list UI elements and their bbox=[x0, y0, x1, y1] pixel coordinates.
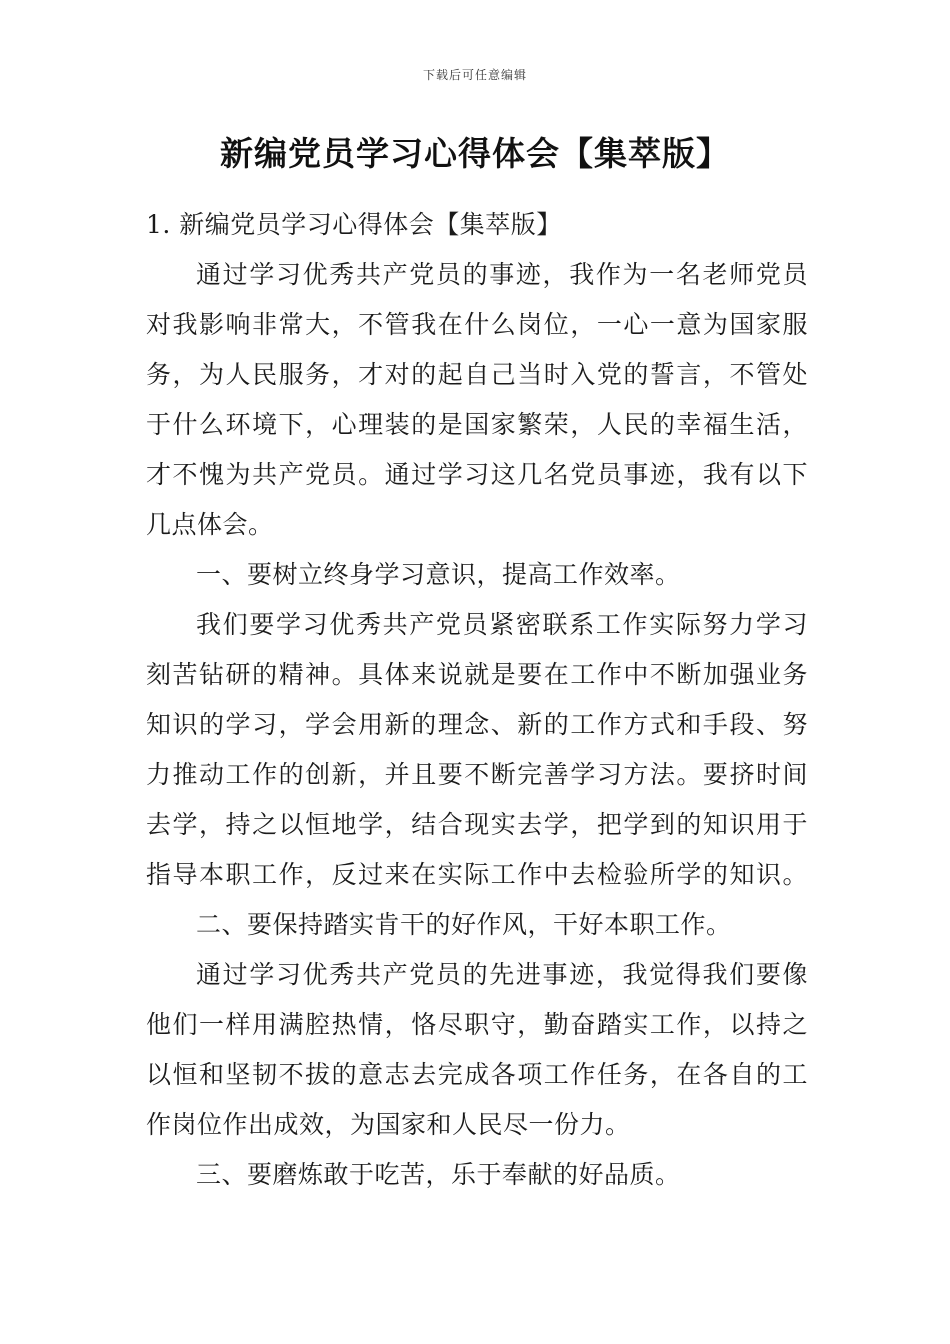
text-line: 知识的学习，学会用新的理念、新的工作方式和手段、努 bbox=[146, 710, 808, 739]
section-heading: 一、要树立终身学习意识，提高工作效率。 bbox=[196, 560, 681, 589]
text-line: 他们一样用满腔热情，恪尽职守，勤奋踏实工作，以持之 bbox=[146, 1010, 808, 1039]
text-line: 作岗位作出成效，为国家和人民尽一份力。 bbox=[146, 1110, 631, 1139]
text-line: 通过学习优秀共产党员的事迹，我作为一名老师党员 bbox=[196, 260, 808, 289]
text-line: 1. 新编党员学习心得体会【集萃版】 bbox=[146, 210, 562, 239]
section-heading: 二、要保持踏实肯干的好作风，干好本职工作。 bbox=[196, 910, 732, 939]
text-line: 几点体会。 bbox=[146, 510, 274, 539]
text-line: 以恒和坚韧不拔的意志去完成各项工作任务，在各自的工 bbox=[146, 1060, 808, 1089]
text-line: 务，为人民服务，才对的起自己当时入党的誓言，不管处 bbox=[146, 360, 808, 389]
text-line: 才不愧为共产党员。通过学习这几名党员事迹，我有以下 bbox=[146, 460, 808, 489]
text-line: 力推动工作的创新，并且要不断完善学习方法。要挤时间 bbox=[146, 760, 808, 789]
text-line: 刻苦钻研的精神。具体来说就是要在工作中不断加强业务 bbox=[146, 660, 808, 689]
text-line: 我们要学习优秀共产党员紧密联系工作实际努力学习 bbox=[196, 610, 808, 639]
text-line: 指导本职工作，反过来在实际工作中去检验所学的知识。 bbox=[146, 860, 808, 889]
text-line: 去学，持之以恒地学，结合现实去学，把学到的知识用于 bbox=[146, 810, 808, 839]
text-line: 对我影响非常大，不管我在什么岗位，一心一意为国家服 bbox=[146, 310, 808, 339]
text-line: 于什么环境下，心理装的是国家繁荣，人民的幸福生活， bbox=[146, 410, 808, 439]
document-title: 新编党员学习心得体会【集萃版】 bbox=[220, 134, 730, 173]
document-body bbox=[146, 200, 808, 1200]
header-note: 下载后可任意编辑 bbox=[422, 68, 527, 82]
text-line: 通过学习优秀共产党员的先进事迹，我觉得我们要像 bbox=[196, 960, 808, 989]
section-heading: 三、要磨炼敢于吃苦，乐于奉献的好品质。 bbox=[196, 1160, 681, 1189]
